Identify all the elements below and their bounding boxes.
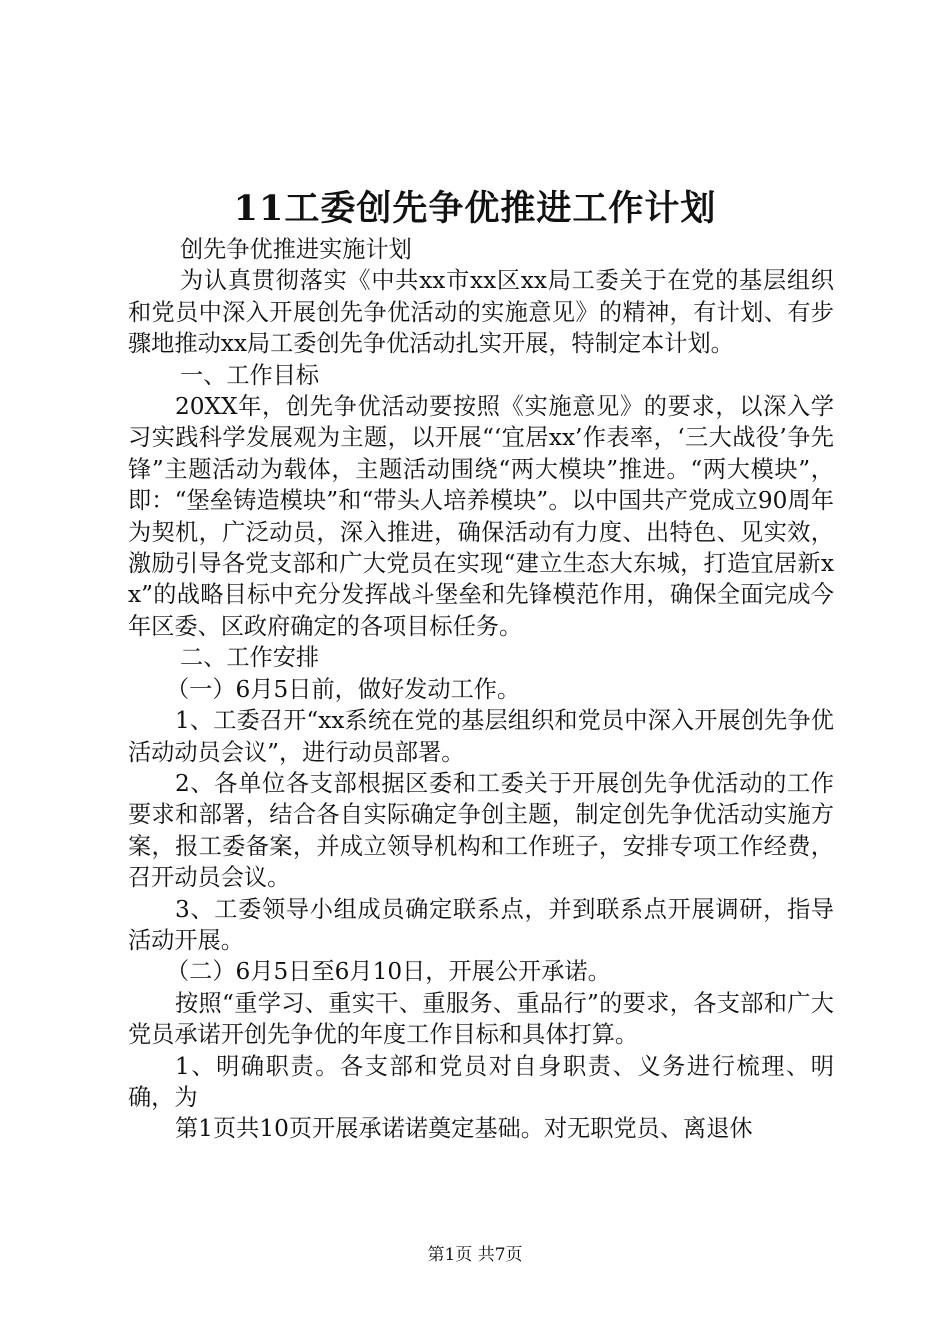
section-heading-arrangements: 二、工作安排 (180, 644, 320, 672)
paragraph-commitment: 按照“重学习、重实干、重服务、重品行”的要求，各支部和广大党员承诺开创先争优的年度工作目标和具体打算。 (128, 989, 834, 1049)
paragraph-subtitle: 创先争优推进实施计划 (180, 236, 412, 263)
paragraph-continued: 第1页共10页开展承诺诺奠定基础。对无职党员、离退休 (175, 1115, 753, 1143)
document-body (128, 234, 834, 1145)
paragraph-item-1: 1、工委召开“xx系统在党的基层组织和党员中深入开展创先争优活动动员会议”，进行动员部署。 (128, 707, 834, 766)
subsection-heading-2: （二）6月5日至6月10日，开展公开承诺。 (166, 958, 611, 986)
paragraph-item-3: 3、工委领导小组成员确定联系点，并到联系点开展调研，指导活动开展。 (128, 895, 834, 954)
subsection-heading-1: （一）6月5日前，做好发动工作。 (166, 675, 521, 703)
document-title: 11工委创先争优推进工作计划 (233, 188, 717, 229)
paragraph-item-duties: 1、明确职责。各支部和党员对自身职责、义务进行梳理、明确，为 (128, 1052, 834, 1111)
paragraph-goals: 20XX年，创先争优活动要按照《实施意见》的要求，以深入学习实践科学发展观为主题，以开展“‘宜居xx’作表率，‘三大战役’争先锋”主题活动为载体，主题活动围绕“两大模块”推进。“两大模块”，即：“堡垒铸造模块”和“带头人培养模块”。以中国共产党成立90周年为契机，广泛动员，深入推进，确保活动有力度、出特色、见实效，激励引导各党支部和广大党员在实现“建立生态大东城，打造宜居新xx”的战略目标中充分发挥战斗堡垒和先锋模范作用，确保全面完成今年区委、区政府确定的各项目标任务。 (128, 393, 834, 640)
section-heading-goals: 一、工作目标 (180, 361, 320, 389)
paragraph-intro: 为认真贯彻落实《中共xx市xx区xx局工委关于在党的基层组织和党员中深入开展创先争优活动的实施意见》的精神，有计划、有步骤地推动xx局工委创先争优活动扎实开展，特制定本计划。 (128, 267, 834, 358)
page-footer: 第1页 共7页 (427, 1245, 523, 1265)
paragraph-item-2: 2、各单位各支部根据区委和工委关于开展创先争优活动的工作要求和部署，结合各自实际确定争创主题，制定创先争优活动实施方案，报工委备案，并成立领导机构和工作班子，安排专项工作经费，召开动员会议。 (128, 769, 834, 892)
